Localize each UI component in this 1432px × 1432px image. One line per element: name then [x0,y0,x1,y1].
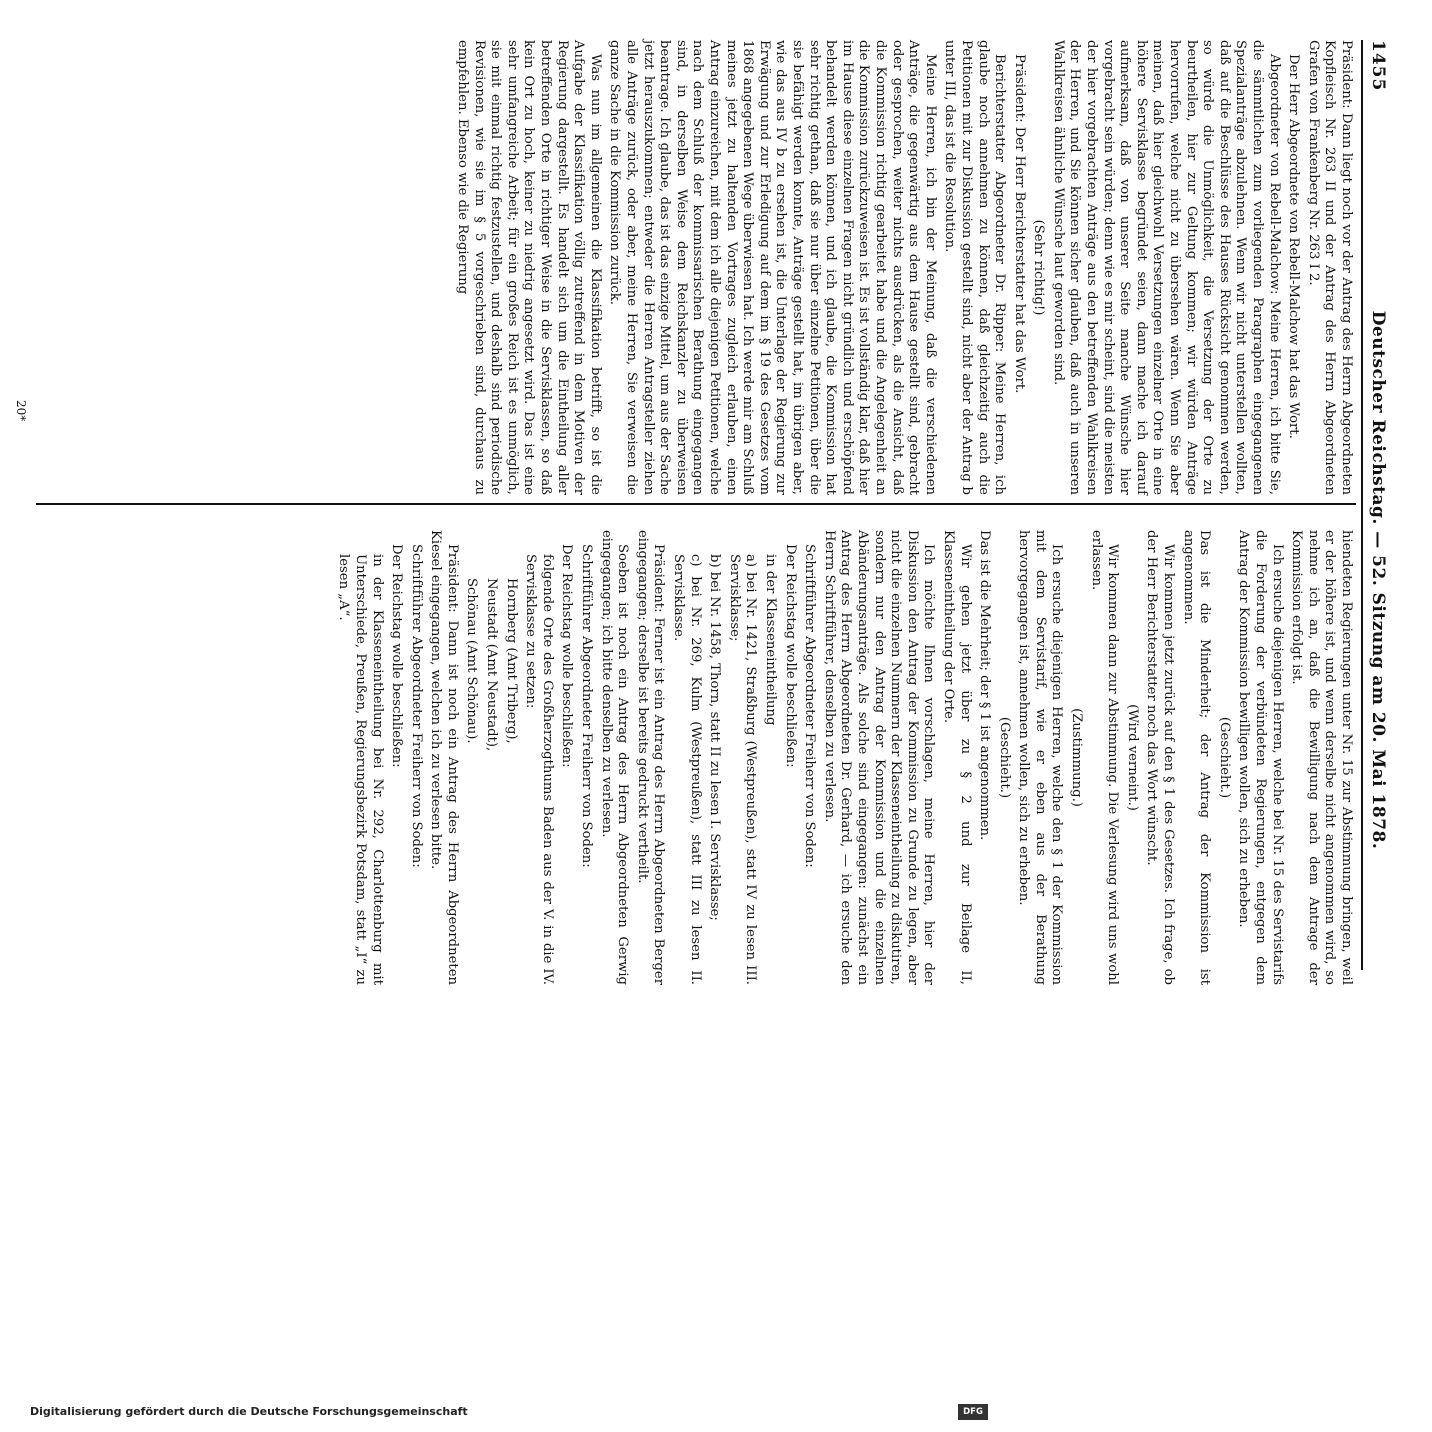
paragraph: Ich möchte Ihnen vorschlagen, meine Herren, hier der Diskussion den Antrag der Kommission zu Grunde zu legen, aber nicht die einzelnen Nummern der Klasseneintheilung zu diskutiren, sondern nur den Antrag der Kommission und die einzelnen Abänderungsanträge. Als solche sind eingegangen: zunächst ein Antrag des Herrn Abgeordneten Dr. Gerhard, — ich ersuche den Herrn Schriftführer, denselben zu verlesen. [821,530,937,985]
paragraph: (Sehr richtig!) [1031,219,1047,316]
paragraph: Schriftführer Abgeordneter Freiherr von Soden: [408,544,424,868]
paragraph: Der Herr Abgeordnete von Rebell-Malchow hat das Wort. [1286,54,1302,439]
paragraph: (Wird verneint.) [1124,704,1140,811]
paragraph: Präsident: Ferner ist ein Antrag des Herrn Abgeordneten Berger eingegangen; derselbe ist bereits gedruckt vertheilt. [634,530,667,985]
paragraph: Soeben ist noch ein Antrag des Herrn Abgeordneten Gerwig eingegangen; ich bitte denselben zu verlesen. [598,530,631,985]
paragraph: a) bei Nr. 1421, Straßburg (Westpreußen), statt IV zu lesen III. Servisklasse; [726,554,759,985]
paragraph: (Geschieht.) [996,716,1012,799]
paragraph: Wir gehen jetzt über zu § 2 und zur Beilage II, Klasseneintheilung der Orte. [940,530,973,985]
paragraph: Neustadt (Amt Neustadt), [484,578,500,752]
page-number: 1455 [1368,40,1388,92]
page-header [1368,40,1396,970]
paragraph: Wir kommen jetzt zurück auf den § 1 des Gesetzes. Ich frage, ob der Herr Berichterstatter noch das Wort wünscht. [1144,530,1177,985]
paragraph: Der Reichstag wolle beschließen: [782,544,798,768]
paragraph: in der Klasseneintheilung bei Nr. 292, Charlottenburg mit Unterschiede, Preußen, Regierungsbezirk Potsdam, statt „I“ zu lesen „A“. [336,554,385,985]
paragraph: Der Reichstag wolle beschließen: [389,544,405,768]
paragraph: c) bei Nr. 269, Kulm (Westpreußen), statt III zu lesen II. Servisklasse. [671,554,703,985]
running-title: Deutscher Reichstag. — 52. Sitzung am 20. Mai 1878. [1368,310,1388,850]
dfg-logo: DFG [958,1404,988,1420]
paragraph: Präsident: Der Herr Berichterstatter hat das Wort. [1011,54,1027,394]
paragraph: Präsident: Dann ist noch ein Antrag des Herrn Abgeordneten Kiesel eingegangen, welchen ich zu verlesen bitte. [428,530,460,985]
paragraph: Was nun im allgemeinen die Klassifikation betrifft, so ist die Aufgabe der Klassifikation völlig zutreffend in dem Motiven der Regierung dargestellt. Es handelt sich um die Eintheilung aller betreffenden Orte in richtiger Weise in die Servisklassen, so daß kein Ort zu hoch, keiner zu niedrig angesetzt wird. Das ist eine sehr umfangreiche Arbeit; für ein großes Reich ist es unmöglich, sie mit einmal richtig festzustellen, und deshalb sind periodische Revisionen, wie sie im § 5 vorgeschrieben sind, durchaus zu empfehlen. Ebenso wie die Regierung [455,40,603,495]
paragraph: Ich ersuche diejenigen Herren, welche den § 1 der Kommission mit dem Servistarif, wie er eben aus der Berathung hervorgegangen ist, annehmen wollen, sich zu erheben. [1016,530,1065,985]
paragraph: Wir kommen dann zur Abstimmung. Die Verlesung wird uns wohl erlassen. [1088,530,1121,985]
paragraph: hiendeten Regierungen unter Nr. 15 zur Abstimmung bringen, weil er der höhere ist, und wenn derselbe nicht angenommen wird, so nehme ich an, daß die Bewilligung nach dem Antrage der Kommission erfolgt ist. [1289,530,1354,985]
paragraph: Hornberg (Amt Triberg), [503,578,519,744]
paragraph: Das ist die Minderheit; der Antrag der Kommission ist angenommen. [1180,530,1213,985]
paragraph: Schriftführer Abgeordneter Freiherr von Soden: [802,544,818,868]
header-rule [1361,40,1363,970]
credit-text: Digitalisierung gefördert durch die Deutsche Forschungsgemeinschaft [30,1405,468,1418]
left-column [451,40,1354,495]
paragraph: Das ist die Mehrheit; der § 1 ist angenommen. [977,530,993,841]
paragraph: in der Klasseneintheilung [763,554,778,726]
paragraph: folgende Orte des Großherzogthums Baden aus der V. in die IV. Servisklasse zu setzen: [523,554,555,985]
paragraph: Berichterstatter Abgeordneter Dr. Ripper: Meine Herren, ich glaube noch annehmen zu können, daß gleichzeitig auch die Petitionen mit zur Diskussion gestellt sind, nicht aber der Antrag b unter III, das ist die Resolution. [942,40,1008,495]
paragraph: Meine Herren, ich bin der Meinung, daß die verschiedenen Anträge, die gegenwärtig aus dem Hause gestellt sind, gebracht oder gesprochen, weiter nichts ausdrücken, als die Ansicht, daß die Kommission richtig gearbeitet habe und die Angelegenheit an die Kommission zurückzuweisen ist. Es ist vollständig klar, daß hier im Hause diese einzelnen Fragen nicht gründlich und erschöpfend behandelt werden können, und ich glaube, die Kommission hat sehr richtig gethan, daß sie nur über einzelne Petitionen, über die sie befähigt werden konnte, Anträge gestellt hat, im übrigen aber, wie das aus IV b zu ersehen ist, die Unterlage der Regierung zur Erwägung und zur Erledigung auf dem im § 19 des Gesetzes vom 1868 angegebenen Wege überwiesen hat. Ich werde mir am Schluß meines jetzt zu haltenden Vortrages zugleich erlauben, einen Antrag einzureichen, mit dem ich alle diejenigen Petitionen, welche nach dem Schluß der kommissarischen Berathung eingegangen sind, in derselben Weise dem Reichskanzler zu überweisen beantrage. Ich glaube, das ist das einzige Mittel, um aus der Sache jetzt herauszukommen; entweder die Herren Antragsteller ziehen alle Anträge zurück, oder aber, meine Herren, Sie verweisen die ganze Sache in die Kommission zurück. [607,40,938,495]
paragraph: b) bei Nr. 1458, Thorn, statt II zu lesen I. Servisklasse; [707,554,723,921]
paragraph: (Geschieht.) [1216,716,1232,799]
paragraph: Ich ersuche diejenigen Herren, welche bei Nr. 15 des Servistarifs die Forderung der verbündeten Regierungen, entgegen dem Antrag der Kommission bewilligen wollen, sich zu erheben. [1236,530,1285,985]
paragraph: Präsident: Dann liegt noch vor der Antrag des Herrn Abgeordneten Kopfleisch Nr. 263 II und der Antrag des Herrn Abgeordneten Grafen von Frankenberg Nr. 263 I 2. [1305,40,1354,495]
paragraph: Abgeordneter von Rebell-Malchow: Meine Herren, ich bitte Sie, die sämmtlichen zum vorliegenden Paragraphen eingegangenen Spezialanträge abzulehnen. Wenn wir nicht unterstellen wollten, daß auf die Beschlüsse des Hauses Rücksicht genommen werden, so würde die Unmöglichkeit, die Versetzung der Orte zu beurtheilen, hier zur Geltung kommen; wir würden Anträge hervorrufen, welche nicht zu übersehen wären. Wenn Sie aber meinen, daß hier gleichwohl Versetzungen einzelner Orte in eine höhere Servisklasse begründet seien, dann mache ich darauf aufmerksam, daß von unserer Seite manche Wünsche hier vorgebracht sein würden; denn wie es mir scheint, sind die meisten der hier vorgebrachten Anträge aus den betreffenden Wahlkreisen der Herren, und Sie können sicher glauben, daß auch in unseren Wahlkreisen ähnliche Wünsche laut geworden sind. [1050,40,1282,495]
right-column [332,530,1354,985]
paragraph: (Zustimmung.) [1069,708,1085,807]
paragraph: Schriftführer Abgeordneter Freiherr von Soden: [579,544,595,868]
paragraph: Der Reichstag wolle beschließen: [559,544,575,768]
digitization-credit [0,1400,1000,1432]
signature-mark: 20* [14,400,28,422]
column-divider [36,503,1356,505]
paragraph: Schönau (Amt Schönau). [464,578,480,744]
